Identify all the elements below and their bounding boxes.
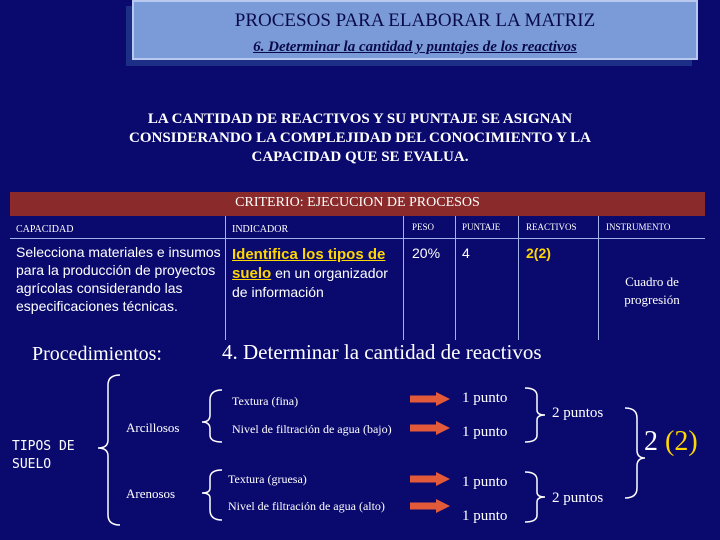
criterion-label: CRITERIO: EJECUCION DE PROCESOS [235, 195, 480, 210]
subtotal-2: 2 puntos [552, 490, 604, 506]
header-indicador: INDICADOR [232, 224, 289, 235]
procedimientos-label: Procedimientos: [32, 343, 162, 365]
cell-reactivos: 2(2) [526, 245, 551, 261]
intro-paragraph [40, 110, 680, 167]
root-brace [98, 375, 120, 525]
group-arenosos: Arenosos [126, 486, 176, 501]
cell-puntaje: 4 [462, 245, 470, 261]
header-instrumento: INSTRUMENTO [606, 222, 671, 232]
col-divider [455, 216, 456, 340]
col-divider [518, 216, 519, 340]
indicador-highlight: Identifica los tipos de suelo [232, 246, 386, 282]
point-4: 1 punto [462, 508, 508, 524]
subtotal2-brace [525, 472, 545, 522]
header-capacidad: CAPACIDAD [16, 224, 74, 235]
root-label: TIPOS DE SUELO [12, 439, 75, 472]
indicador-rest: en un organizador de información [232, 265, 388, 300]
total-main: 2 [644, 426, 658, 457]
intro-line-3: CAPACIDAD QUE SE EVALUA. [251, 149, 469, 165]
col-divider [225, 216, 226, 340]
point-1: 1 punto [462, 390, 508, 406]
total-paren: (2) [665, 426, 698, 457]
header-peso: PESO [412, 222, 435, 232]
col-divider [403, 216, 404, 340]
group2-brace [202, 470, 222, 520]
item-textura-fina: Textura (fina) [232, 394, 299, 408]
item-textura-gruesa: Textura (gruesa) [228, 472, 307, 486]
cell-capacidad: Selecciona materiales e insumos para la producción de proyectos agrícolas considerando las especificaciones técnicas. [16, 244, 221, 314]
col-divider [598, 216, 599, 340]
title-box [132, 0, 698, 60]
item-filtracion-alto: Nivel de filtración de agua (alto) [228, 499, 385, 513]
total-brace [625, 408, 645, 498]
point-3: 1 punto [462, 474, 508, 490]
page-subtitle: 6. Determinar la cantidad y puntajes de los reactivos [253, 39, 577, 55]
table-header-divider [10, 238, 705, 239]
point-2: 1 punto [462, 424, 508, 440]
intro-line-2: CONSIDERANDO LA COMPLEJIDAD DEL CONOCIMIENTO Y LA [129, 130, 591, 146]
cell-instrumento: Cuadro de progresión [624, 274, 680, 307]
header-reactivos: REACTIVOS [526, 222, 577, 232]
subtotal-1: 2 puntos [552, 405, 604, 421]
page-title: PROCESOS PARA ELABORAR LA MATRIZ [234, 10, 596, 31]
subtotal1-brace [525, 388, 545, 442]
total-value [644, 426, 698, 458]
cell-peso: 20% [412, 245, 441, 261]
intro-line-1: LA CANTIDAD DE REACTIVOS Y SU PUNTAJE SE ASIGNAN [147, 111, 573, 127]
group-arcillosos: Arcillosos [126, 420, 180, 435]
criterion-bar [10, 192, 705, 216]
step-title: 4. Determinar la cantidad de reactivos [222, 340, 542, 364]
item-filtracion-bajo: Nivel de filtración de agua (bajo) [232, 422, 392, 436]
header-puntaje: PUNTAJE [462, 222, 501, 232]
group1-brace [202, 390, 222, 442]
cell-indicador [232, 245, 400, 301]
